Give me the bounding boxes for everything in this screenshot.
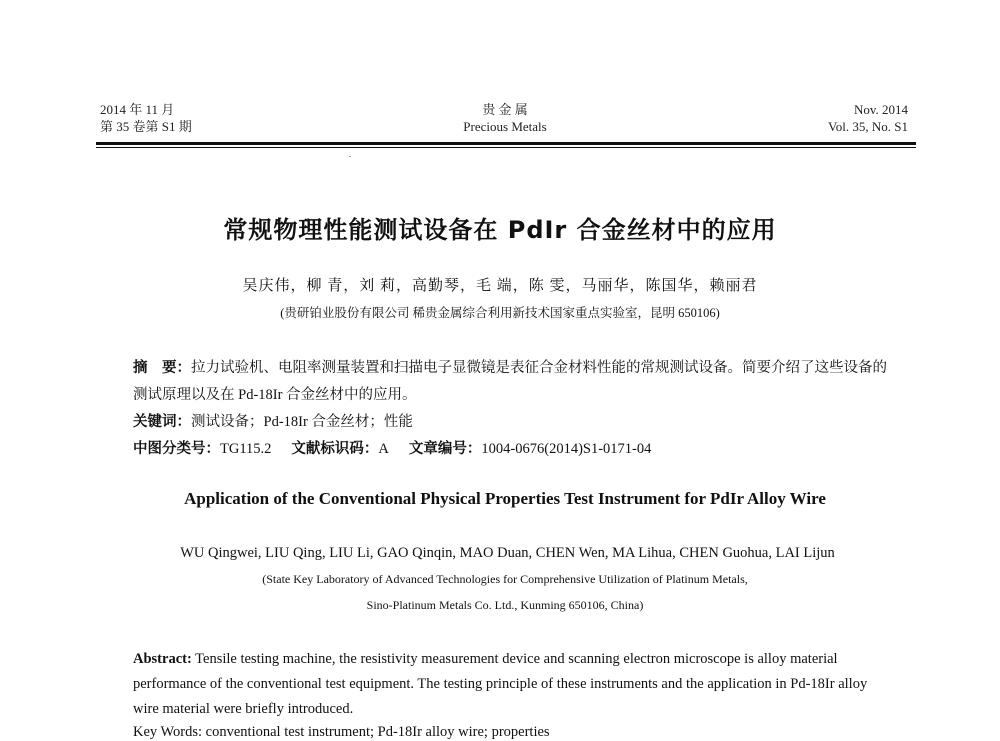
doc-code-value: A bbox=[378, 441, 389, 457]
abstract-en-label: Abstract: bbox=[133, 651, 192, 667]
doc-code-label: 文献标识码： bbox=[291, 441, 379, 457]
authors-en: WU Qingwei, LIU Qing, LIU Li, GAO Qinqin, MAO Duan, CHEN Wen, MA Lihua, CHEN Guohua, LAI Lijun bbox=[180, 545, 835, 561]
article-number-value: 1004-0676(2014)S1-0171-04 bbox=[481, 441, 652, 457]
header-journal-cn: 贵 金 属 bbox=[482, 102, 528, 117]
keywords-cn-text: 测试设备；Pd-18Ir 合金丝材；性能 bbox=[191, 414, 413, 430]
keywords-cn bbox=[133, 409, 893, 436]
header-journal-name bbox=[400, 101, 610, 135]
header-volume: 第 35 卷第 S1 期 bbox=[100, 119, 192, 134]
header-rule-thin bbox=[96, 147, 916, 148]
affiliation-en-line2: Sino-Platinum Metals Co. Ltd., Kunming 650106, China) bbox=[366, 598, 644, 612]
header-rule-thick bbox=[96, 142, 916, 145]
clc-value: TG115.2 bbox=[220, 441, 272, 457]
header-date-volume bbox=[100, 101, 192, 135]
abstract-cn bbox=[133, 355, 893, 436]
paper-title-cn: 常规物理性能测试设备在 PdIr 合金丝材中的应用 bbox=[223, 216, 777, 244]
scan-mark bbox=[349, 156, 351, 157]
abstract-en-text: Tensile testing machine, the resistivity measurement device and scanning electron microscope is alloy material performance of the conventional test equipment. The testing principle of these instruments and the application in Pd-18Ir alloy wire material were briefly introduced. bbox=[133, 651, 868, 717]
abstract-cn-body bbox=[133, 355, 893, 409]
keywords-cn-label: 关键词： bbox=[133, 414, 191, 430]
abstract-en bbox=[133, 647, 893, 722]
article-number-label: 文章编号： bbox=[408, 441, 482, 457]
header-date-en: Nov. 2014 bbox=[853, 102, 908, 117]
authors-cn: 吴庆伟，柳 青，刘 莉，高勤琴，毛 端，陈 雯，马丽华，陈国华，赖丽君 bbox=[242, 278, 758, 294]
keywords-en-partial: Key Words: conventional test instrument; Pd-18Ir alloy wire; properties bbox=[133, 724, 550, 740]
clc-label: 中图分类号： bbox=[133, 441, 220, 457]
paper-title-en: Application of the Conventional Physical Properties Test Instrument for PdIr Alloy Wire bbox=[184, 489, 826, 508]
abstract-cn-label: 摘 要： bbox=[133, 360, 191, 376]
header-volume-en: Vol. 35, No. S1 bbox=[828, 119, 908, 134]
header-date-volume-en bbox=[700, 101, 908, 135]
header-journal-en: Precious Metals bbox=[463, 119, 547, 134]
abstract-cn-text: 拉力试验机、电阻率测量装置和扫描电子显微镜是表征合金材料性能的常规测试设备。简要介绍了这些设备的测试原理以及在 Pd-18Ir 合金丝材中的应用。 bbox=[133, 360, 887, 403]
affiliation-cn: (贵研铂业股份有限公司 稀贵金属综合利用新技术国家重点实验室，昆明 650106) bbox=[280, 306, 720, 320]
affiliation-en-line1: (State Key Laboratory of Advanced Technologies for Comprehensive Utilization of Platinum Metals, bbox=[262, 572, 748, 586]
header-date: 2014 年 11 月 bbox=[100, 102, 175, 117]
classification-row bbox=[133, 437, 651, 458]
